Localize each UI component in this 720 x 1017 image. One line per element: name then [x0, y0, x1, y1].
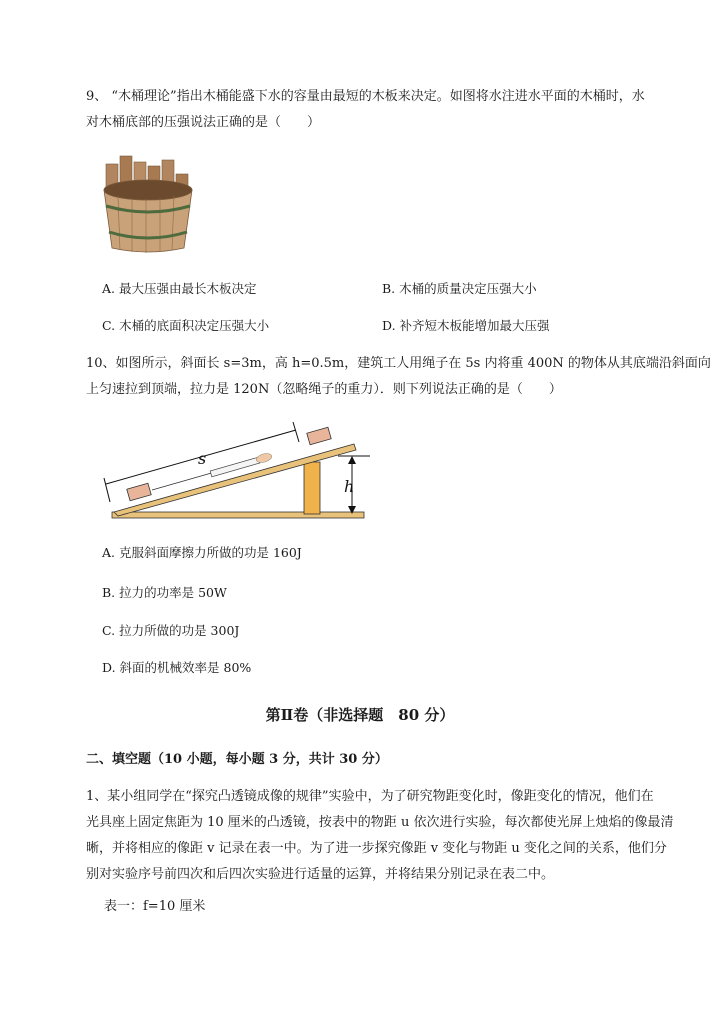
q9-option-d[interactable]: D. 补齐短木板能增加最大压强: [382, 318, 550, 333]
fq1-text-line3: 晰，并将相应的像距 v 记录在表一中。为了进一步探究像距 v 变化与物距 u 变化之间的关系，他们分: [86, 841, 667, 856]
incline-post: [304, 462, 320, 514]
q9-text-line1: 9、 “木桶理论”指出木桶能盛下水的容量由最短的木板来决定。如图将水注进水平面的木桶时，水: [86, 89, 645, 104]
q10-option-a[interactable]: A. 克服斜面摩擦力所做的功是 160J: [102, 545, 302, 560]
q9-option-a[interactable]: A. 最大压强由最长木板决定: [102, 281, 257, 296]
q10-option-c[interactable]: C. 拉力所做的功是 300J: [102, 623, 240, 638]
q10-text-line2: 上匀速拉到顶端，拉力是 120N（忽略绳子的重力）．则下列说法正确的是（ ）: [86, 382, 562, 397]
q9-text-line2: 对木桶底部的压强说法正确的是（ ）: [86, 115, 321, 130]
incline-base: [112, 512, 364, 518]
incline-figure: [100, 418, 375, 522]
table-caption: 表一：f=10 厘米: [104, 899, 206, 914]
q9-option-b[interactable]: B. 木桶的质量决定压强大小: [382, 281, 537, 296]
fq1-text-line2: 光具座上固定焦距为 10 厘米的凸透镜，按表中的物距 u 依次进行实验，每次都使光屏上烛焰的像最清: [86, 815, 674, 830]
box-top: [307, 427, 331, 445]
q10-option-d[interactable]: D. 斜面的机械效率是 80%: [102, 660, 252, 675]
fq1-text-line4: 别对实验序号前四次和后四次实验进行适量的运算，并将结果分别记录在表二中。: [86, 867, 555, 882]
part2-title: 第Ⅱ卷（非选择题 80 分）: [265, 706, 455, 724]
box-bottom: [127, 483, 151, 501]
q10-option-b[interactable]: B. 拉力的功率是 50W: [102, 585, 227, 600]
label-s: s: [198, 449, 207, 468]
wooden-bucket-figure: [100, 152, 200, 258]
q10-text-line1: 10、如图所示，斜面长 s=3m，高 h=0.5m，建筑工人用绳子在 5s 内将重 400N 的物体从其底端沿斜面向: [86, 356, 711, 371]
fq1-text-line1: 1、某小组同学在“探究凸透镜成像的规律”实验中，为了研究物距变化时，像距变化的情况，他们在: [86, 789, 654, 804]
q9-option-c[interactable]: C. 木桶的底面积决定压强大小: [102, 318, 270, 333]
label-h: h: [344, 477, 355, 496]
section-heading: 二、填空题（10 小题，每小题 3 分，共计 30 分）: [86, 752, 388, 767]
